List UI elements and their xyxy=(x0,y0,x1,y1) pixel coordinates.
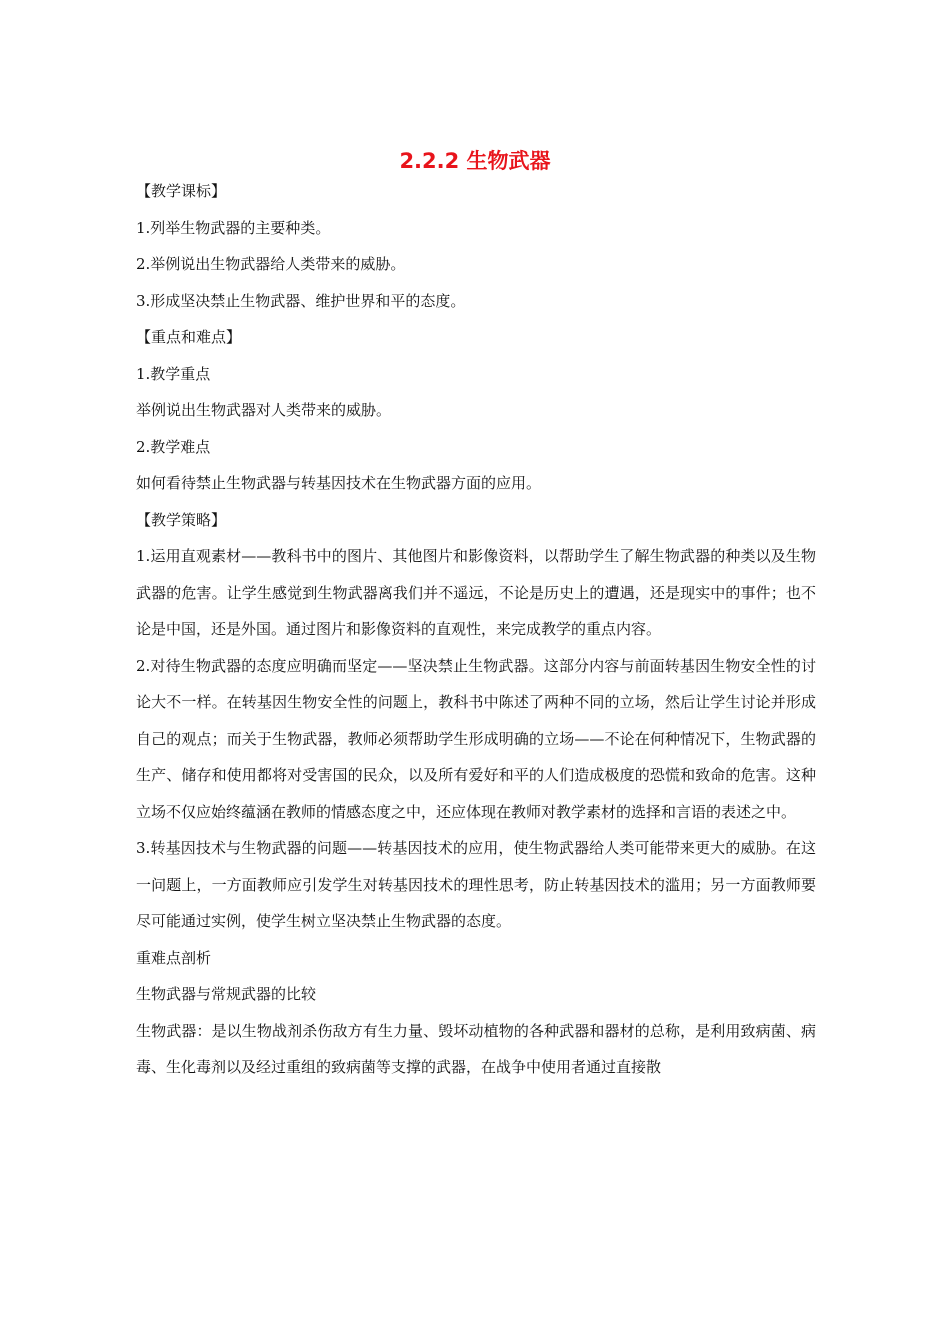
key-point-subheading: 1.教学重点 xyxy=(136,364,211,383)
section-heading-key-points: 【重点和难点】 xyxy=(136,328,242,346)
key-point-text: 举例说出生物武器对人类带来的威胁。 xyxy=(136,401,392,419)
curriculum-item-1: 1.列举生物武器的主要种类。 xyxy=(136,218,331,237)
difficulty-text: 如何看待禁止生物武器与转基因技术在生物武器方面的应用。 xyxy=(136,474,542,492)
curriculum-item-3: 3.形成坚决禁止生物武器、维护世界和平的态度。 xyxy=(136,291,466,310)
comparison-subheading: 生物武器与常规武器的比较 xyxy=(136,985,317,1003)
difficulty-subheading: 2.教学难点 xyxy=(136,437,211,456)
document-title: 2.2.2 生物武器 xyxy=(399,149,551,173)
strategy-paragraph-2: 2.对待生物武器的态度应明确而坚定——坚决禁止生物武器。这部分内容与前面转基因生物安全性的讨论大不一样。在转基因生物安全性的问题上，教科书中陈述了两种不同的立场，然后让学生讨论并形成自己的观点；而关于生物武器，教师必须帮助学生形成明确的立场——不论在何种情况下，生物武器的生产、储存和使用都将对受害国的民众，以及所有爱好和平的人们造成极度的恐慌和致命的危害。这种立场不仅应始终蕴涵在教师的情感态度之中，还应体现在教师对教学素材的选择和言语的表述之中。 xyxy=(136,656,816,821)
section-heading-strategy: 【教学策略】 xyxy=(136,510,227,529)
section-heading-analysis: 重难点剖析 xyxy=(136,948,212,967)
strategy-paragraph-3: 3.转基因技术与生物武器的问题——转基因技术的应用，使生物武器给人类可能带来更大的威胁。在这一问题上，一方面教师应引发学生对转基因技术的理性思考，防止转基因技术的滥用；另一方面教师要尽可能通过实例，使学生树立坚决禁止生物武器的态度。 xyxy=(136,839,816,930)
bioweapon-definition-paragraph: 生物武器：是以生物战剂杀伤敌方有生力量、毁坏动植物的各种武器和器材的总称，是利用致病菌、病毒、生化毒剂以及经过重组的致病菌等支撑的武器，在战争中使用者通过直接散 xyxy=(136,1021,816,1076)
curriculum-item-2: 2.举例说出生物武器给人类带来的威胁。 xyxy=(136,255,406,273)
strategy-paragraph-1: 1.运用直观素材——教科书中的图片、其他图片和影像资料，以帮助学生了解生物武器的种类以及生物武器的危害。让学生感觉到生物武器离我们并不遥远，不论是历史上的遭遇，还是现实中的事件；也不论是中国，还是外国。通过图片和影像资料的直观性，来完成教学的重点内容。 xyxy=(136,547,816,638)
section-heading-curriculum: 【教学课标】 xyxy=(136,182,227,200)
document-body xyxy=(136,173,816,1086)
